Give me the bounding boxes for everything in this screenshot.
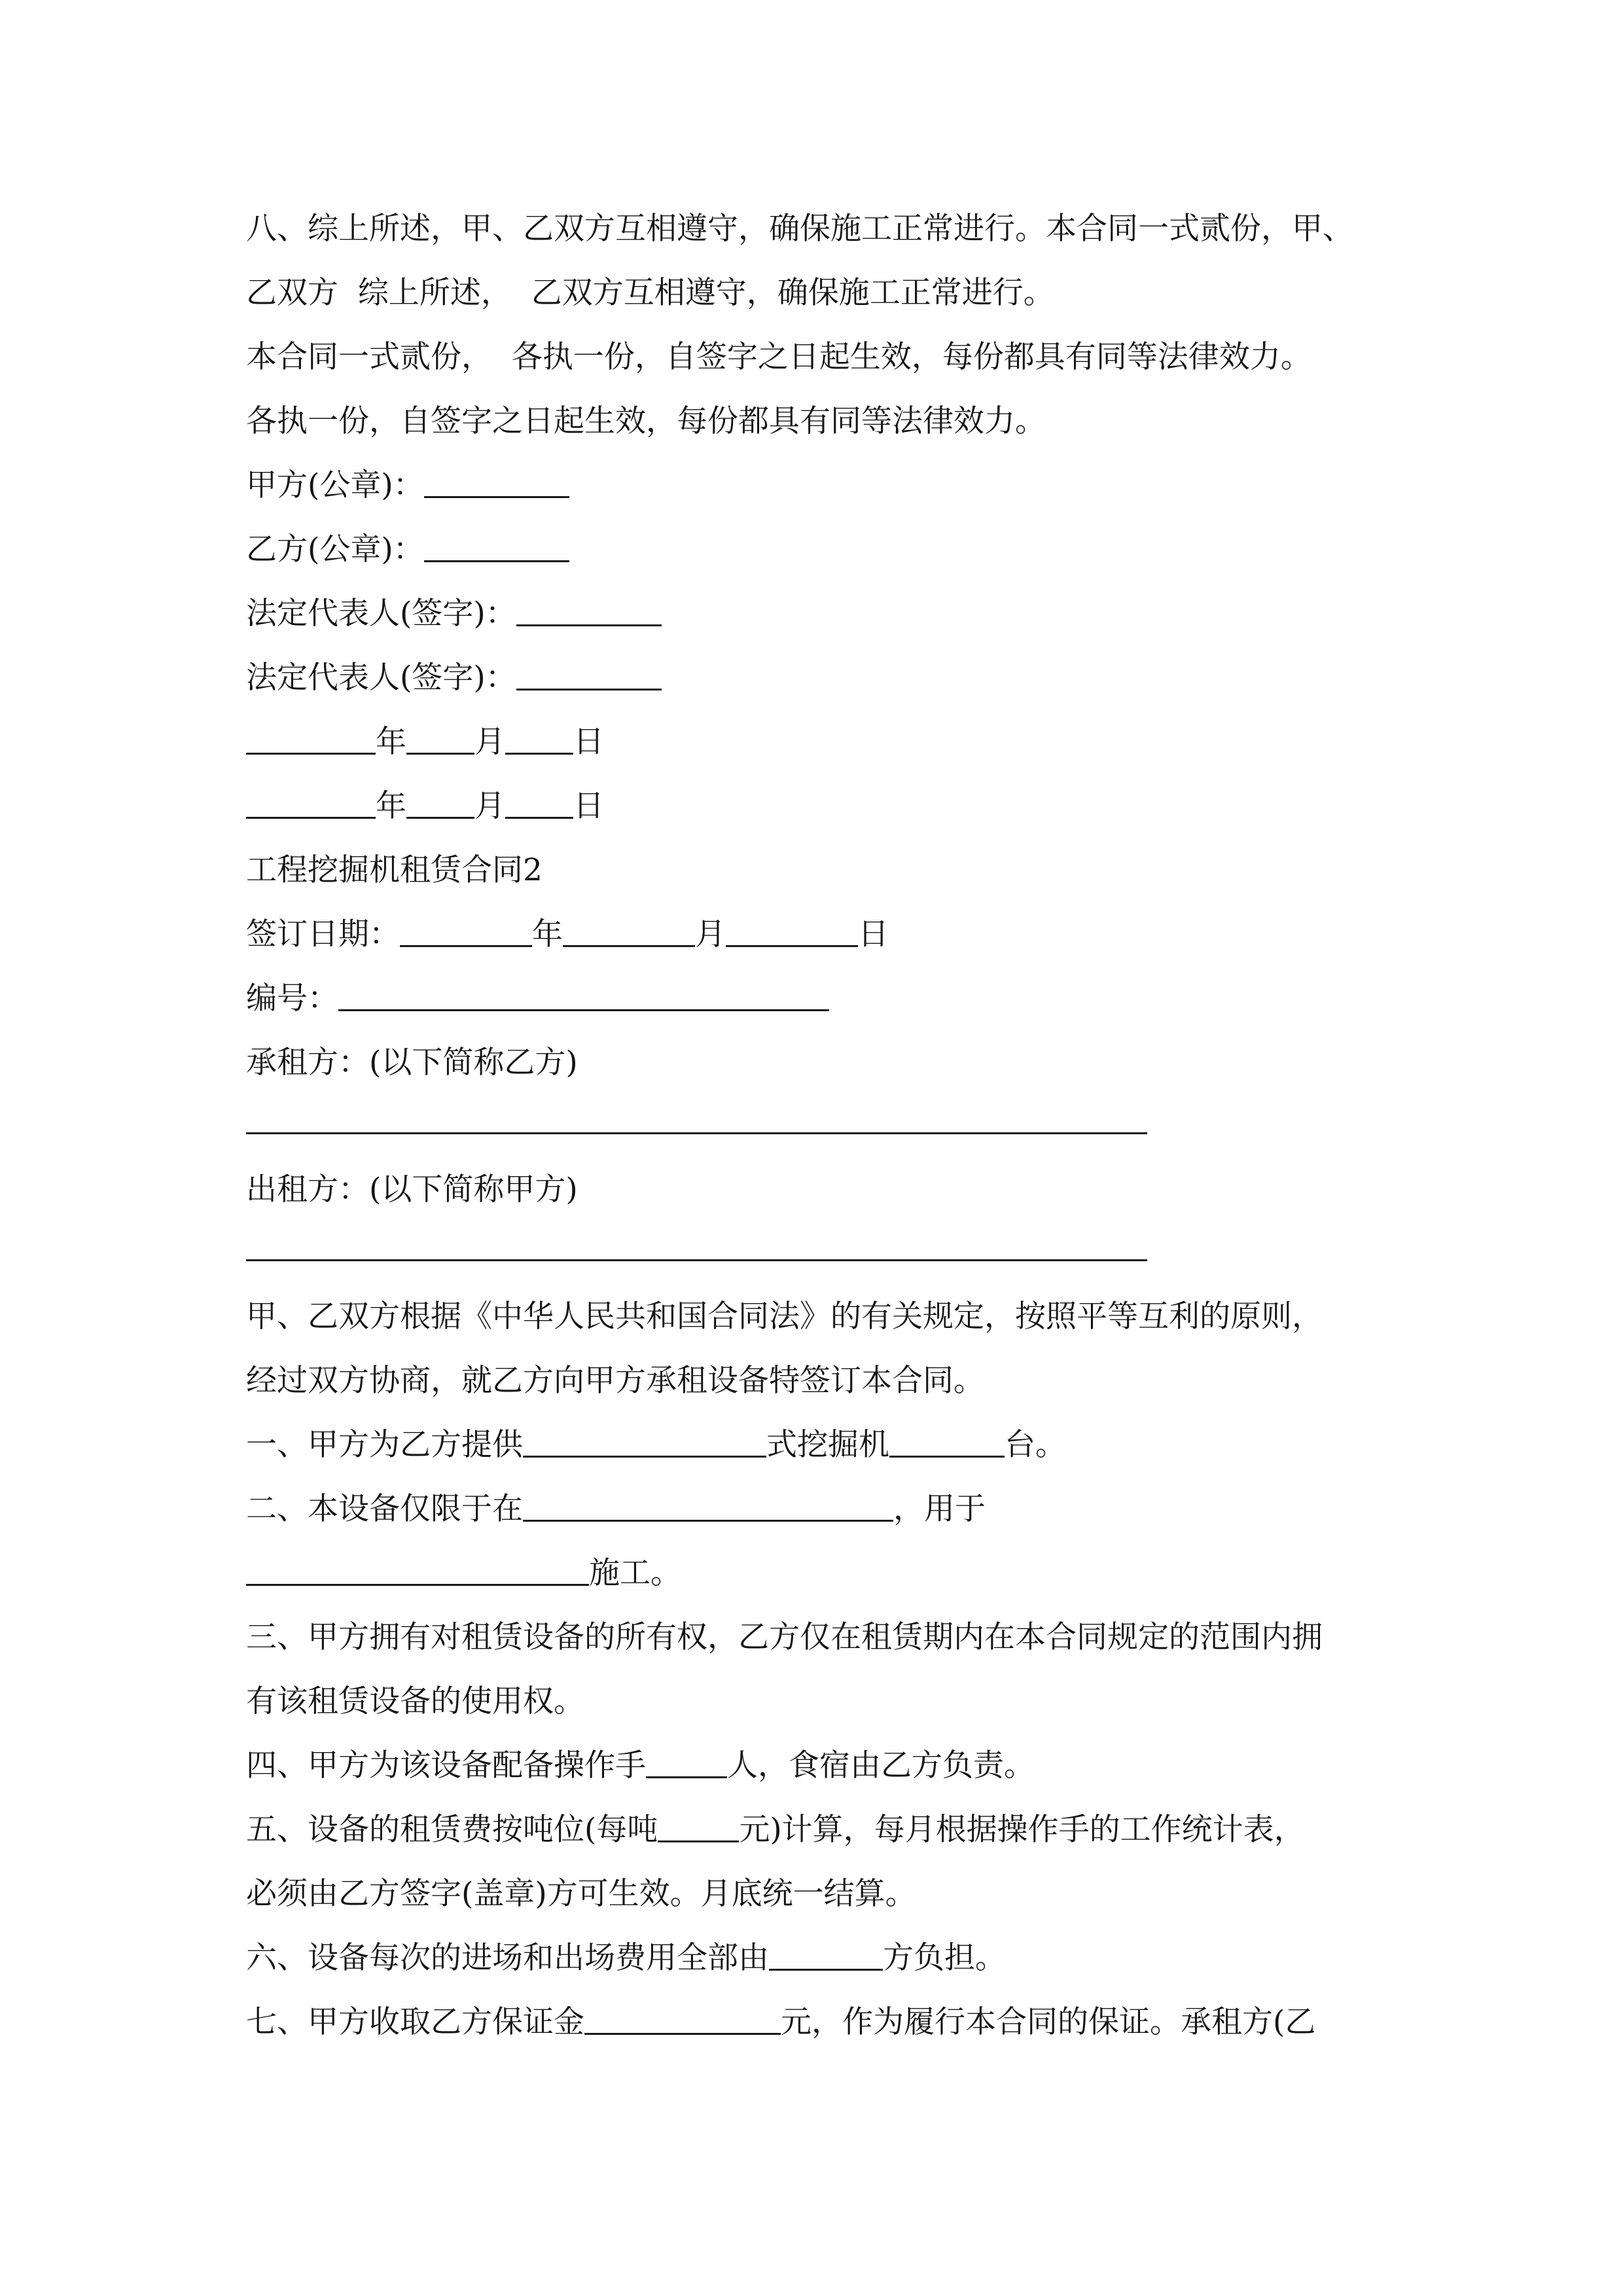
party-b-seal-blank [424, 525, 569, 562]
clause-7-line [246, 1998, 1315, 2047]
legal-rep-a-line [246, 589, 662, 639]
clause-2-line-1 [246, 1484, 986, 1534]
date-line-a [246, 717, 604, 767]
clause-2-text-b: ，用于 [893, 1491, 986, 1527]
clause-1-text-c: 台。 [1005, 1427, 1066, 1463]
party-b-seal-label: 乙方(公章)： [246, 531, 424, 567]
clause-5-text-a: 五、设备的租赁费按吨位(每吨 [246, 1812, 658, 1848]
clause-8-line-3: 本合同一式贰份， 各执一份，自签字之日起生效，每份都具有同等法律效力。 [246, 339, 1311, 375]
lessor-label: 出租方：(以下简称甲方) [246, 1172, 578, 1208]
operator-count-blank [646, 1741, 727, 1778]
clause-8-line-4: 各执一份，自签字之日起生效，每份都具有同等法律效力。 [246, 403, 1046, 439]
clause-4-text-b: 人，食宿由乙方负责。 [727, 1748, 1035, 1784]
date-line-b [246, 781, 604, 831]
clause-2-text-a: 二、本设备仅限于在 [246, 1491, 523, 1527]
clause-4-text-a: 四、甲方为该设备配备操作手 [246, 1748, 646, 1784]
fee-bearer-blank [769, 1933, 883, 1971]
clause-8-line-2: 乙双方 综上所述， 乙双方互相遵守，确保施工正常进行。 [246, 275, 1054, 311]
clause-5-line-1 [246, 1805, 1305, 1855]
signing-month-blank [563, 910, 695, 947]
signing-date-line [246, 910, 889, 960]
site-location-blank [523, 1484, 893, 1522]
lessee-name-rule [246, 1132, 1147, 1134]
clause-7-text-a: 七、甲方收取乙方保证金 [246, 2004, 584, 2040]
signing-year-blank [400, 910, 532, 947]
clause-6-text-b: 方负担。 [883, 1940, 1006, 1976]
legal-rep-a-label: 法定代表人(签字)： [246, 596, 516, 632]
clause-1-text-a: 一、甲方为乙方提供 [246, 1427, 523, 1463]
purpose-blank [246, 1549, 589, 1586]
price-per-ton-blank [658, 1805, 739, 1842]
clause-6-text-a: 六、设备每次的进场和出场费用全部由 [246, 1940, 769, 1976]
contract-number-label: 编号： [246, 980, 338, 1016]
contract-number-line [246, 974, 829, 1024]
legal-rep-b-line [246, 653, 662, 703]
day-label: 日 [573, 724, 604, 760]
preamble-line-1: 甲、乙双方根据《中华人民共和国合同法》的有关规定，按照平等互利的原则， [246, 1299, 1323, 1335]
excavator-count-blank [889, 1420, 1005, 1458]
clause-1-text-b: 式挖掘机 [766, 1427, 889, 1463]
clause-7-text-b: 元，作为履行本合同的保证。承租方(乙 [781, 2004, 1316, 2040]
signing-day-blank [726, 910, 858, 947]
signing-year-label: 年 [532, 916, 563, 952]
year-blank [246, 717, 376, 755]
legal-rep-b-label: 法定代表人(签字)： [246, 660, 516, 696]
party-a-seal-line [246, 461, 569, 511]
clause-5-text-b: 元)计算，每月根据操作手的工作统计表， [739, 1812, 1305, 1848]
clause-4-line [246, 1741, 1035, 1791]
preamble-line-2: 经过双方协商，就乙方向甲方承租设备特签订本合同。 [246, 1363, 984, 1399]
signing-date-label: 签订日期： [246, 916, 400, 952]
year-label: 年 [376, 788, 406, 824]
clause-5-line-2: 必须由乙方签字(盖章)方可生效。月底统一结算。 [246, 1876, 916, 1912]
clause-2-text-c: 施工。 [589, 1555, 681, 1591]
lessor-name-rule [246, 1259, 1147, 1261]
signing-month-label: 月 [695, 916, 726, 952]
clause-3-line-2: 有该租赁设备的使用权。 [246, 1683, 584, 1719]
clause-1-line [246, 1420, 1066, 1470]
excavator-type-blank [523, 1420, 766, 1458]
party-a-seal-blank [424, 461, 569, 498]
party-a-seal-label: 甲方(公章)： [246, 467, 424, 503]
contract-2-title: 工程挖掘机租赁合同2 [246, 852, 543, 888]
legal-rep-b-blank [516, 653, 662, 691]
year-blank [246, 781, 376, 819]
signing-day-label: 日 [858, 916, 889, 952]
month-blank [406, 717, 474, 755]
month-label: 月 [474, 788, 505, 824]
legal-rep-a-blank [516, 589, 662, 626]
year-label: 年 [376, 724, 406, 760]
deposit-amount-blank [584, 1998, 781, 2035]
day-blank [505, 781, 573, 819]
party-b-seal-line [246, 525, 569, 575]
clause-2-line-2 [246, 1549, 681, 1598]
day-label: 日 [573, 788, 604, 824]
lessee-label: 承租方：(以下简称乙方) [246, 1045, 578, 1081]
clause-6-line [246, 1933, 1006, 1983]
month-label: 月 [474, 724, 505, 760]
clause-3-line-1: 三、甲方拥有对租赁设备的所有权，乙方仅在租赁期内在本合同规定的范围内拥 [246, 1619, 1323, 1655]
contract-number-blank [338, 974, 829, 1011]
month-blank [406, 781, 474, 819]
day-blank [505, 717, 573, 755]
clause-8-line-1: 八、综上所述，甲、乙双方互相遵守，确保施工正常进行。本合同一式贰份，甲、 [246, 211, 1353, 247]
